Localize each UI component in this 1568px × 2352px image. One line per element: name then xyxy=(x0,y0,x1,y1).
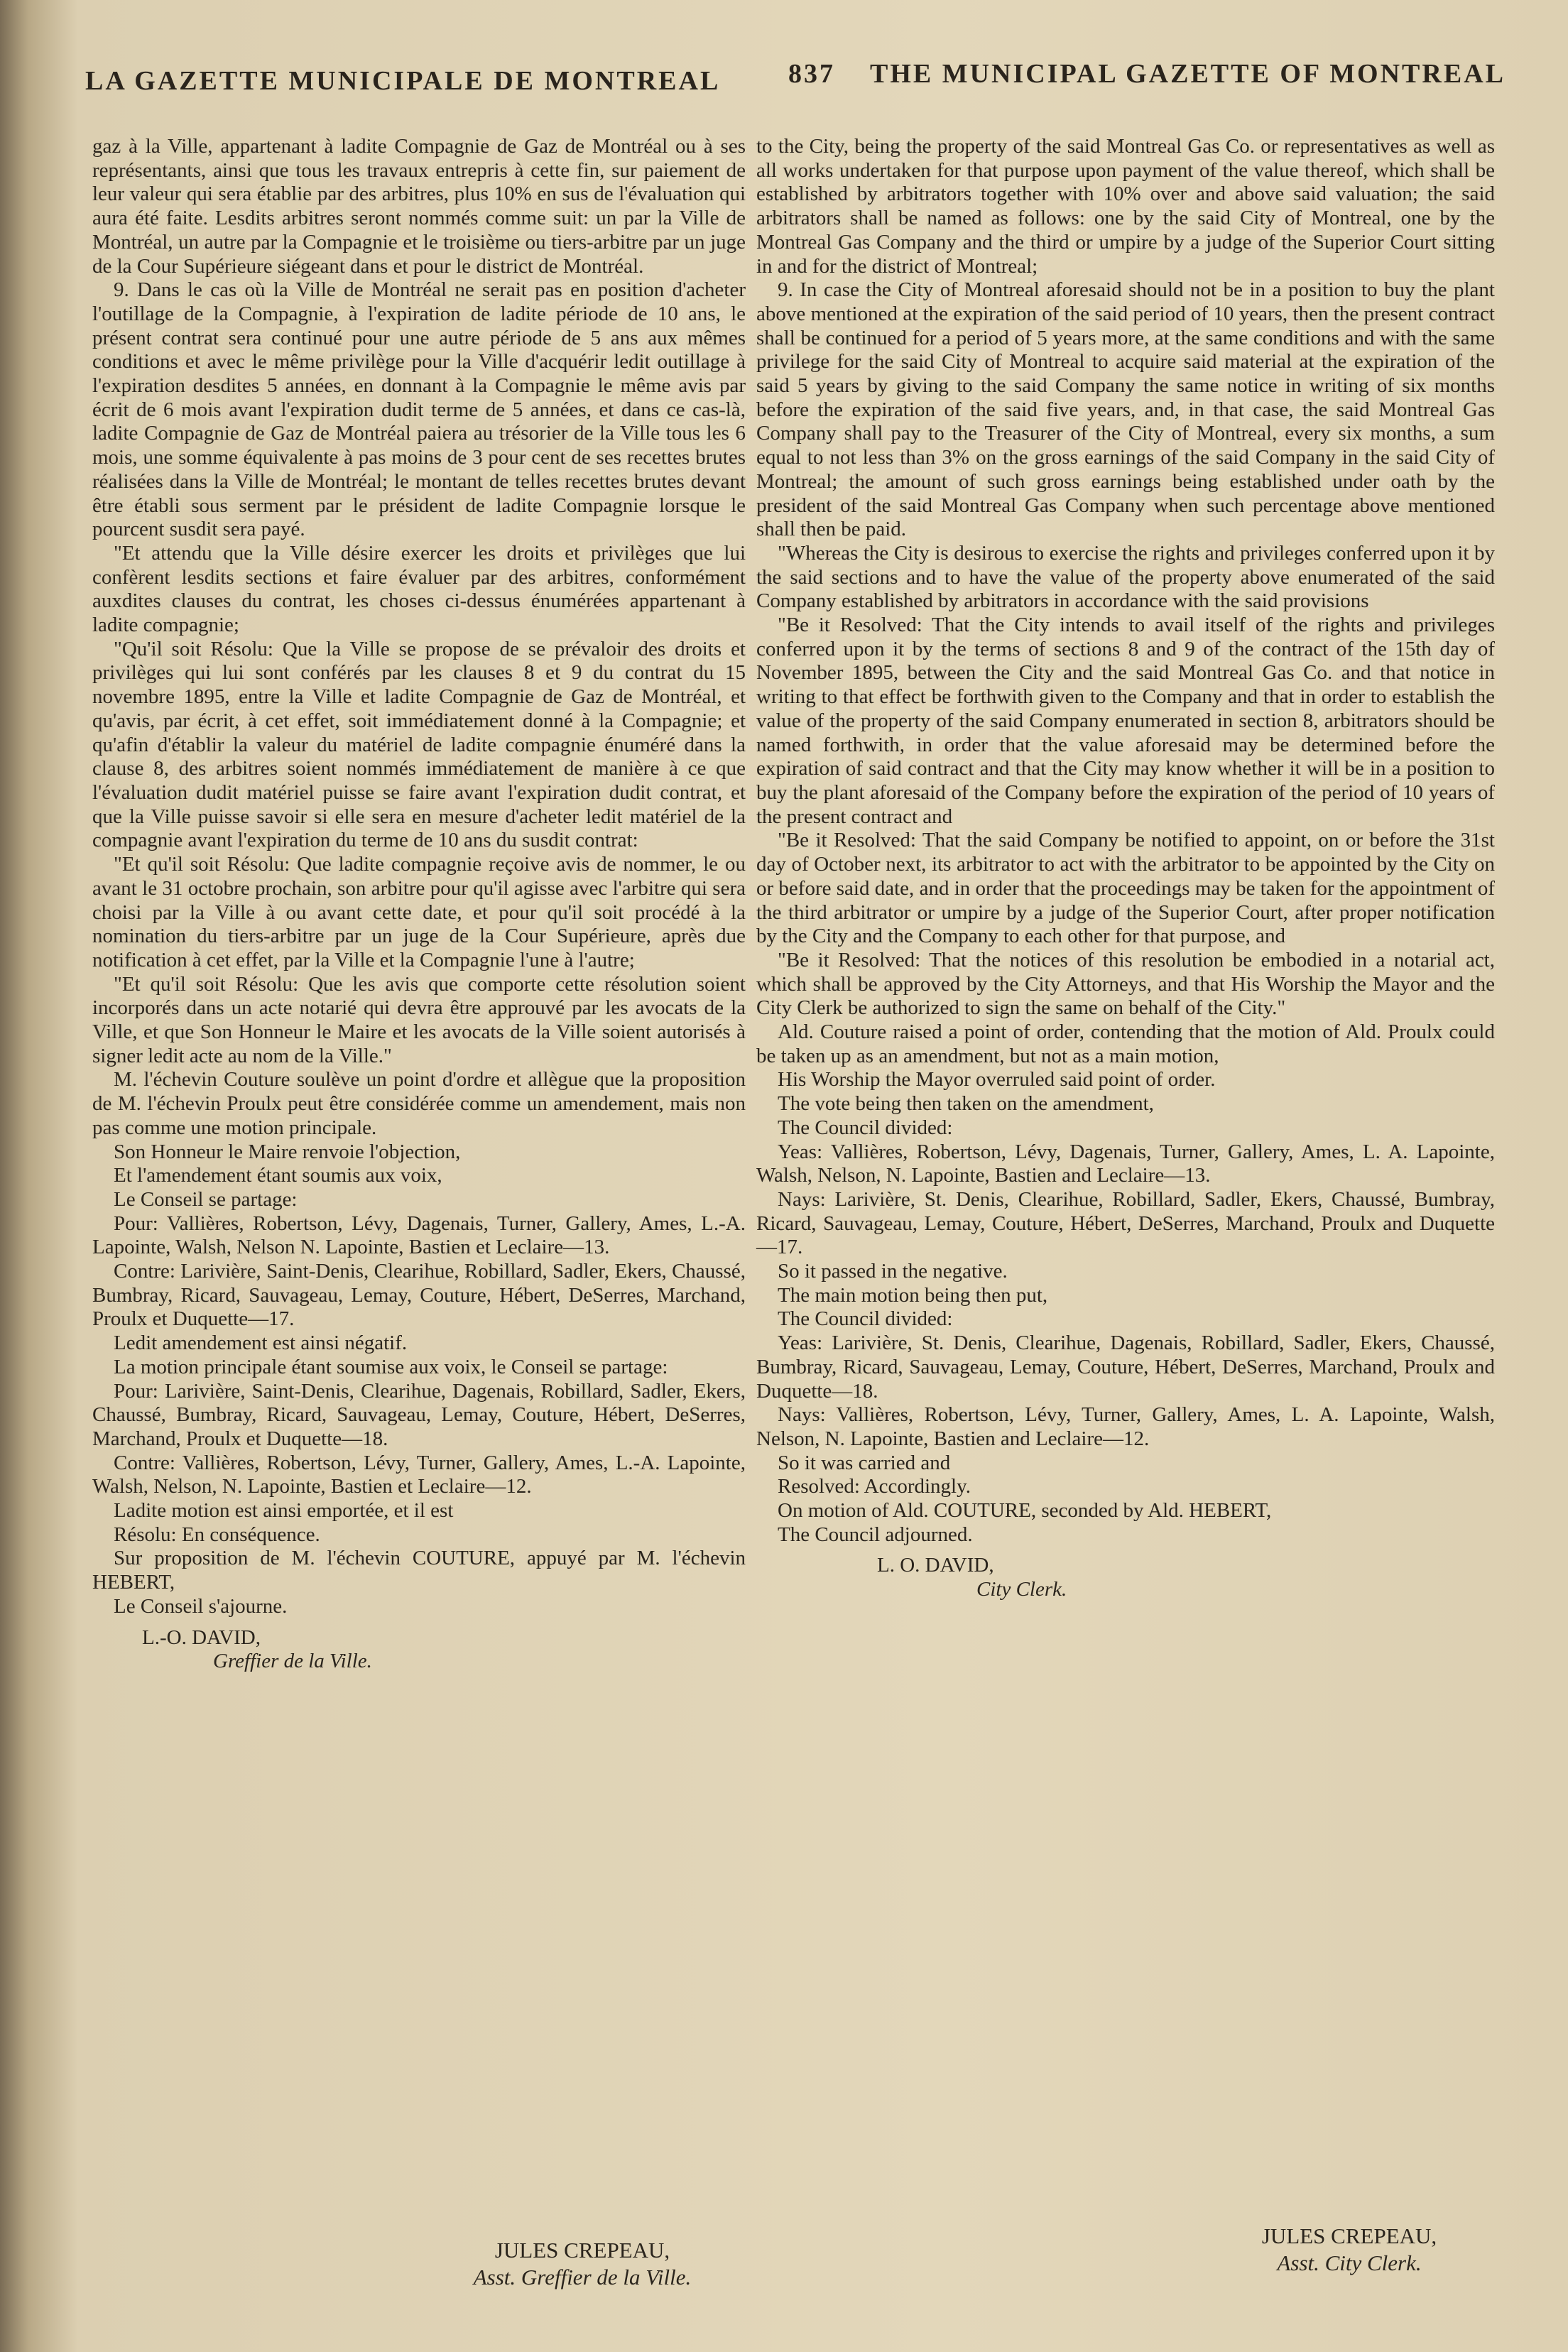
signature-title: Asst. City Clerk. xyxy=(1277,2250,1422,2275)
paragraph: Resolved: Accordingly. xyxy=(778,1475,971,1498)
paragraph: "Et qu'il soit Résolu: Que les avis que comporte cette résolution soient incorporés dans un acte notarié qui devra être approuvé par les avocats de la Ville, et que Son Honneur le Maire et les avocats de la Ville soient autorisés à signer ledit acte au nom de la Ville." xyxy=(92,972,746,1067)
paragraph: Le Conseil s'ajourne. xyxy=(114,1594,288,1618)
english-column xyxy=(756,135,1495,1602)
vote-contre: Contre: Larivière, Saint-Denis, Clearihue, Robillard, Sadler, Ekers, Chaussé, Bumbray, Ricard, Sauvageau, Lemay, Couture, Hébert, DeSerres, Marchand, Proulx et Duquette—17. xyxy=(92,1260,746,1331)
signature-name: JULES CREPEAU, xyxy=(494,2238,670,2263)
paragraph: Sur proposition de M. l'échevin COUTURE, appuyé par M. l'échevin HEBERT, xyxy=(92,1547,746,1594)
paragraph: 9. In case the City of Montreal aforesaid should not be in a position to buy the plant above mentioned at the expiration of the said period of 10 years, then the present contract shall be continued for a period of 5 years more, at the same conditions and with the same privilege for the said City of Montreal to acquire said material at the expiration of the said 5 years by giving to the said Company the same notice in writing of six months before the expiration of the said five years, and, in that case, the said Montreal Gas Company shall pay to the Treasurer of the City of Montreal, every six months, a sum equal to not less than 3% on the gross earnings of the said Company in the said City of Montreal; the amount of such gross earnings being established under oath by the president of the said Montreal Gas Company when such percentage above mentioned shall then be paid. xyxy=(756,278,1495,541)
paragraph: "Et qu'il soit Résolu: Que ladite compagnie reçoive avis de nommer, le ou avant le 31 octobre prochain, son arbitre pour qu'il agisse avec l'arbitre qui sera choisi par la Ville à ou avant cette date, et pour qu'il soit procédé à la nomination du tiers-arbitre par un juge de la Cour Supérieure, après due notification à cet effet, par la Ville et la Compagnie l'une à l'autre; xyxy=(92,853,746,971)
vote-pour: Pour: Vallières, Robertson, Lévy, Dagenais, Turner, Gallery, Ames, L.-A. Lapointe, Walsh, Nelson N. Lapointe, Bastien et Leclaire—13. xyxy=(92,1212,746,1259)
signature-name: JULES CREPEAU, xyxy=(1261,2223,1437,2248)
signature-name: L. O. DAVID, xyxy=(877,1554,994,1577)
english-title: THE MUNICIPAL GAZETTE OF MONTREAL xyxy=(870,59,1506,89)
paragraph: The main motion being then put, xyxy=(778,1283,1048,1307)
paragraph: "Be it Resolved: That the notices of this resolution be embodied in a notarial act, which shall be approved by the City Attorneys, and that His Worship the Mayor and the City Clerk be authorized to sign the same on behalf of the City." xyxy=(756,948,1495,1020)
paragraph: to the City, being the property of the said Montreal Gas Co. or representatives as well as all works undertaken for that purpose upon payment of the value thereof, which shall be established by arbitrators together with 10% over and above said valuation; the said arbitrators shall be named as follows: one by the said City of Montreal, one by the Montreal Gas Company and the third or umpire by a judge of the Superior Court sitting in and for the district of Montreal; xyxy=(756,135,1495,278)
paragraph: "Qu'il soit Résolu: Que la Ville se propose de se prévaloir des droits et privilèges qui lui sont conférés par les clauses 8 et 9 du contrat du 15 novembre 1895, entre la Ville et ladite Compagnie de Gaz de Montréal, et qu'avis, par écrit, à cet effet, soit immédiatement donné à la Compagnie; et qu'afin d'établir la valeur du matériel de ladite compagnie énuméré dans la clause 8, des arbitres soient nommés immédiatement de manière à ce que l'évaluation dudit matériel puisse se faire avant l'expiration dudit contrat, et que la Ville puisse savoir si elle sera en mesure d'acheter ledit matériel de la compagnie avant l'expiration du terme de 10 ans du susdit contrat: xyxy=(92,637,746,852)
paragraph: So it was carried and xyxy=(778,1451,951,1474)
paragraph: Son Honneur le Maire renvoie l'objection, xyxy=(114,1140,461,1163)
paragraph: The Council adjourned. xyxy=(778,1523,973,1546)
paragraph: So it passed in the negative. xyxy=(778,1260,1008,1283)
paragraph: Ald. Couture raised a point of order, contending that the motion of Ald. Proulx could be taken up as an amendment, but not as a main motion, xyxy=(756,1020,1495,1067)
french-title: LA GAZETTE MUNICIPALE DE MONTREAL xyxy=(85,66,721,96)
paragraph: The Council divided: xyxy=(778,1307,953,1331)
paragraph: Résolu: En conséquence. xyxy=(114,1523,320,1546)
signature-title: City Clerk. xyxy=(976,1578,1067,1601)
paragraph: The Council divided: xyxy=(778,1116,953,1139)
paragraph: "Be it Resolved: That the said Company be notified to appoint, on or before the 31st day of October next, its arbitrator to act with the arbitrator to be appointed by the City on or before said date, and in order that the proceedings may be taken for the appointment of the third arbitrator or umpire by a judge of the Superior Court, after proper notification by the City and the Company to each other for that purpose, and xyxy=(756,829,1495,948)
left-signature xyxy=(92,1626,746,1674)
vote-nays: Nays: Vallières, Robertson, Lévy, Turner, Gallery, Ames, L. A. Lapointe, Walsh, Nelson, N. Lapointe, Bastien and Leclaire—12. xyxy=(756,1403,1495,1450)
paragraph: The vote being then taken on the amendment, xyxy=(778,1092,1154,1116)
paragraph: "Whereas the City is desirous to exercise the rights and privileges conferred upon it by the said sections and to have the value of the property above enumerated of the said Company established by arbitrators in accordance with the said provisions xyxy=(756,541,1495,613)
paragraph: "Et attendu que la Ville désire exercer les droits et privilèges que lui confèrent lesdits sections et faire évaluer par des arbitres, conformément auxdites clauses du contrat, les choses ci-dessus énumérées appartenant à ladite compagnie; xyxy=(92,541,746,637)
right-signature xyxy=(756,1554,1495,1601)
paragraph: La motion principale étant soumise aux voix, le Conseil se partage: xyxy=(114,1355,668,1378)
signature-name: L.-O. DAVID, xyxy=(142,1626,261,1649)
signature-title: Asst. Greffier de la Ville. xyxy=(473,2265,692,2290)
french-column xyxy=(92,135,746,1674)
paragraph: Le Conseil se partage: xyxy=(114,1187,298,1211)
paragraph: Ledit amendement est ainsi négatif. xyxy=(114,1332,408,1355)
page-number: 837 xyxy=(788,59,835,89)
assistant-signature-en xyxy=(1172,2223,1527,2277)
paragraph: gaz à la Ville, appartenant à ladite Compagnie de Gaz de Montréal ou à ses représentants, ainsi que tous les travaux entrepris à cette fin, sur paiement de leur valeur qui sera établie par des arbitres, plus 10% en sus de l'évaluation qui aura été faite. Lesdits arbitres seront nommés comme suit: un par la Ville de Montréal, un autre par la Compagnie et le troisième ou tiers-arbitre par un juge de la Cour Supérieure siégeant dans et pour le district de Montréal. xyxy=(92,135,746,278)
vote-contre: Contre: Vallières, Robertson, Lévy, Turner, Gallery, Ames, L.-A. Lapointe, Walsh, Nelson, N. Lapointe, Bastien et Leclaire—12. xyxy=(92,1451,746,1498)
paragraph: "Be it Resolved: That the City intends to avail itself of the rights and privileges conferred upon it by the terms of sections 8 and 9 of the contract of the 15th day of November 1895, between the City and the said Montreal Gas Co. and that notice in writing to that effect be forthwith given to the Company and that in order to establish the value of the property of the said Company enumerated in section 8, arbitrators should be named forthwith, in order that the value aforesaid may be determined before the expiration of said contract and that the City may know whether it will be in a position to buy the plant aforesaid of the Company before the expiration of the period of 10 years of the present contract and xyxy=(756,614,1495,828)
vote-pour: Pour: Larivière, Saint-Denis, Clearihue, Dagenais, Robillard, Sadler, Ekers, Chaussé, Bumbray, Ricard, Sauvageau, Lemay, Couture, Hébert, DeSerres, Marchand, Proulx et Duquette—18. xyxy=(92,1379,746,1450)
vote-yeas: Yeas: Vallières, Robertson, Lévy, Dagenais, Turner, Gallery, Ames, L. A. Lapointe, Walsh, Nelson, N. Lapointe, Bastien and Leclaire—13. xyxy=(756,1140,1495,1187)
paragraph: On motion of Ald. COUTURE, seconded by Ald. HEBERT, xyxy=(778,1499,1272,1523)
paragraph: Et l'amendement étant soumis aux voix, xyxy=(114,1164,442,1187)
paragraph: M. l'échevin Couture soulève un point d'ordre et allègue que la proposition de M. l'échevin Proulx peut être considérée comme un amendement, mais non pas comme une motion principale. xyxy=(92,1068,746,1139)
paragraph: Ladite motion est ainsi emportée, et il est xyxy=(114,1499,454,1523)
paragraph: 9. Dans le cas où la Ville de Montréal ne serait pas en position d'acheter l'outillage de la Compagnie, à l'expiration de ladite période de 10 ans, le présent contrat sera continué pour une autre période de 5 ans aux mêmes conditions et avec le même privilège pour la Ville d'acquérir ledit outillage à l'expiration desdites 5 années, en donnant à la Compagnie le même avis par écrit de 6 mois avant l'expiration dudit terme de 5 années, et dans ce cas-là, ladite Compagnie de Gaz de Montréal paiera au trésorier de la Ville tous les 6 mois, une somme équivalente à pas moins de 3 pour cent de ses recettes brutes réalisées dans la Ville de Montréal; le montant de telles recettes brutes devant être établi sous serment par le président de ladite Compagnie lorsque le pourcent susdit sera payé. xyxy=(92,278,746,541)
page-header xyxy=(78,58,1525,115)
signature-title: Greffier de la Ville. xyxy=(213,1650,372,1673)
assistant-signature-fr xyxy=(419,2237,746,2291)
vote-yeas: Yeas: Larivière, St. Denis, Clearihue, Dagenais, Robillard, Sadler, Ekers, Chaussé, Bumbray, Ricard, Sauvageau, Lemay, Couture, Hébert, DeSerres, Marchand, Proulx and Duquette—18. xyxy=(756,1332,1495,1403)
paragraph: His Worship the Mayor overruled said point of order. xyxy=(778,1068,1216,1091)
vote-nays: Nays: Larivière, St. Denis, Clearihue, Robillard, Sadler, Ekers, Chaussé, Bumbray, Ricard, Sauvageau, Lemay, Couture, Hébert, DeSerres, Marchand, Proulx and Duquette—17. xyxy=(756,1187,1495,1259)
